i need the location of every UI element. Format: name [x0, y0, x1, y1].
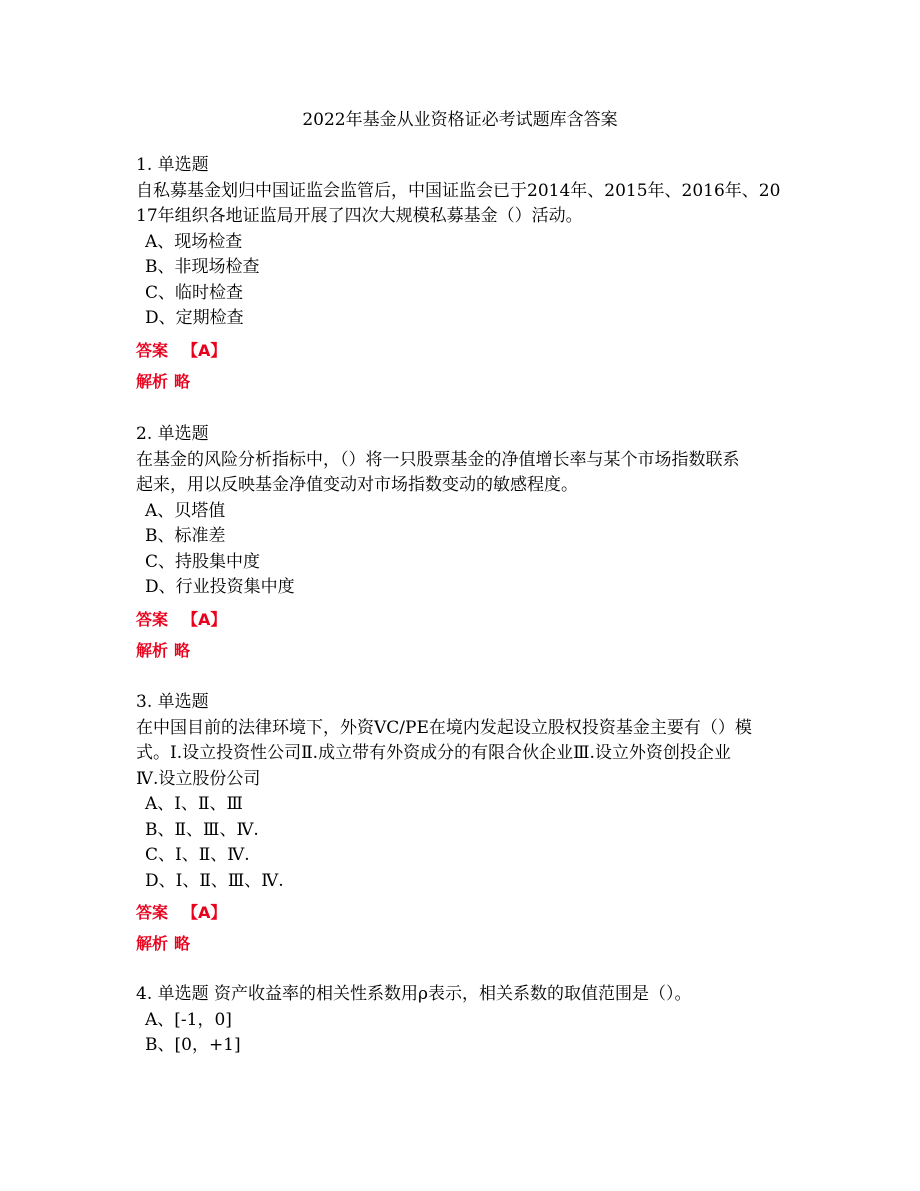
- analysis-label: 解析: [136, 371, 169, 391]
- option-d: D、行业投资集中度: [145, 577, 295, 597]
- analysis-label: 解析: [136, 934, 169, 953]
- question-stem-line: 自私募基金划归中国证监会监管后，中国证监会已于2014年、2015年、2016年、20: [136, 180, 781, 201]
- answer-value: 【A】: [182, 340, 227, 360]
- option-a: A、Ⅰ、Ⅱ、Ⅲ: [145, 794, 243, 814]
- question-4: [136, 982, 786, 1059]
- option-a: A、现场检查: [145, 231, 243, 252]
- analysis-line: [136, 931, 786, 956]
- question-stem-line: 17年组织各地证监局开展了四次大规模私募基金（）活动。: [136, 206, 583, 226]
- analysis-line: [136, 638, 786, 663]
- question-3: [136, 690, 786, 956]
- answer-line: [136, 338, 786, 363]
- answer-label: 答案: [136, 340, 169, 360]
- analysis-value: 略: [174, 371, 191, 391]
- option-b: B、[0，+1]: [145, 1035, 241, 1055]
- question-header: 3. 单选题: [136, 692, 209, 712]
- document-title: 2022年基金从业资格证必考试题库含答案: [302, 110, 618, 130]
- analysis-label: 解析: [136, 640, 169, 660]
- question-stem-line: 起来，用以反映基金净值变动对市场指数变动的敏感程度。: [136, 475, 578, 495]
- question-stem-line: 在基金的风险分析指标中，（）将一只股票基金的净值增长率与某个市场指数联系: [136, 449, 740, 470]
- option-b: B、标准差: [145, 526, 226, 546]
- answer-label: 答案: [136, 609, 169, 629]
- question-1: [136, 153, 786, 394]
- option-b: B、非现场检查: [145, 257, 260, 277]
- analysis-value: 略: [174, 640, 191, 660]
- option-d: D、Ⅰ、Ⅱ、Ⅲ、Ⅳ.: [145, 870, 284, 891]
- option-c: C、Ⅰ、Ⅱ、Ⅳ.: [145, 845, 250, 865]
- question-stem-line: 在中国目前的法律环境下，外资VC/PE在境内发起设立股权投资基金主要有（）模: [136, 717, 752, 738]
- question-2: [136, 422, 786, 663]
- question-stem-line: 式。Ⅰ.设立投资性公司Ⅱ.成立带有外资成分的有限合伙企业Ⅲ.设立外资创投企业: [136, 743, 731, 763]
- analysis-value: 略: [174, 934, 191, 953]
- analysis-line: [136, 369, 786, 394]
- answer-value: 【A】: [182, 903, 227, 922]
- answer-line: [136, 607, 786, 632]
- option-d: D、定期检查: [145, 308, 244, 328]
- question-header: 1. 单选题: [136, 155, 209, 175]
- option-c: C、持股集中度: [145, 551, 261, 572]
- answer-line: [136, 900, 786, 925]
- option-a: A、贝塔值: [145, 500, 226, 521]
- answer-label: 答案: [136, 903, 169, 922]
- option-c: C、临时检查: [145, 282, 244, 303]
- question-header: 2. 单选题: [136, 424, 209, 444]
- option-b: B、Ⅱ、Ⅲ、Ⅳ.: [145, 819, 259, 840]
- option-a: A、[-1，0]: [145, 1009, 232, 1030]
- question-header: 4. 单选题 资产收益率的相关性系数用ρ表示，相关系数的取值范围是（）。: [136, 984, 692, 1004]
- question-stem-line: Ⅳ.设立股份公司: [136, 768, 261, 789]
- answer-value: 【A】: [182, 609, 227, 629]
